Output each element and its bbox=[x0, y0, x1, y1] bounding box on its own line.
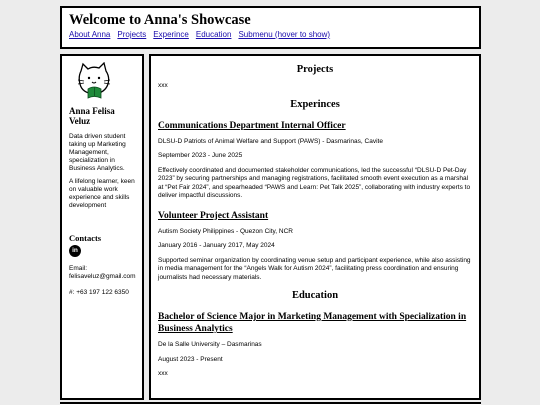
main-content bbox=[149, 54, 481, 400]
projects-text: xxx bbox=[158, 82, 168, 89]
experience-description: Supported seminar organization by coordinating venue setup and participant experience, while also assisting in media management for the “Angels Walk for Autism 2024”, facilitating press coordination and ensuring journalists had necessary materials. bbox=[158, 256, 471, 281]
experiences-heading: Experinces bbox=[290, 98, 340, 110]
contacts-heading: Contacts bbox=[69, 233, 102, 243]
experience-dates: September 2023 - June 2025 bbox=[158, 152, 243, 159]
education-heading: Education bbox=[291, 290, 339, 301]
education-dates: August 2023 - Present bbox=[158, 355, 223, 363]
nav-link-submenu[interactable]: Submenu (hover to show) bbox=[238, 30, 331, 39]
top-nav bbox=[69, 30, 472, 40]
education-school: De la Salle University – Dasmarinas bbox=[158, 341, 262, 348]
experience-org: Autism Society Philippines - Quezon City, NCR bbox=[158, 227, 293, 235]
bio-paragraph: A lifelong learner, keen on valuable work experience and skills development bbox=[69, 178, 135, 209]
site-header bbox=[60, 6, 481, 49]
nav-link-education[interactable]: Education bbox=[195, 30, 232, 39]
experience-title: Communications Department Internal Officer bbox=[158, 120, 346, 131]
bio-paragraph: Data driven student taking up Marketing Management, specialization in Business Analytics. bbox=[69, 133, 126, 172]
site-title: Welcome to Anna's Showcase bbox=[69, 12, 251, 28]
profile-bio bbox=[69, 133, 135, 210]
education-note: xxx bbox=[158, 370, 168, 377]
experience-title: Volunteer Project Assistant bbox=[158, 210, 269, 221]
experience-dates: January 2016 - January 2017, May 2024 bbox=[158, 242, 275, 249]
email-value: felisaveluz@gmail.com bbox=[69, 273, 136, 280]
education-title: Bachelor of Science Major in Marketing Management with Specialization in Business Analytics bbox=[158, 312, 467, 334]
nav-link-projects[interactable]: Projects bbox=[117, 30, 147, 39]
nav-link-experience[interactable]: Experince bbox=[153, 30, 189, 39]
cat-avatar-icon bbox=[74, 62, 114, 102]
profile-name: Anna Felisa Veluz bbox=[69, 106, 115, 126]
email-label: Email: bbox=[69, 265, 88, 272]
nav-link-about[interactable]: About Anna bbox=[69, 30, 111, 39]
experience-org: DLSU-D Patriots of Animal Welfare and Support (PAWS) - Dasmarinas, Cavite bbox=[158, 137, 383, 145]
profile-sidebar bbox=[60, 54, 144, 400]
linkedin-icon[interactable]: in bbox=[69, 245, 81, 257]
phone-number: #: +63 197 122 6350 bbox=[69, 289, 129, 296]
experience-description: Effectively coordinated and documented stakeholder communications, led the successful “DLSU-D Pet-Day 2023” by securing partnerships and managing registrations, facilitated smooth event execution as a marshal at “Pet Fair 2024”, and spearheaded “PAWS and Learn: Pet Talk 2025”, collaborating with industry experts to deliver impactful discussions. bbox=[158, 166, 471, 199]
projects-heading: Projects bbox=[296, 64, 334, 75]
